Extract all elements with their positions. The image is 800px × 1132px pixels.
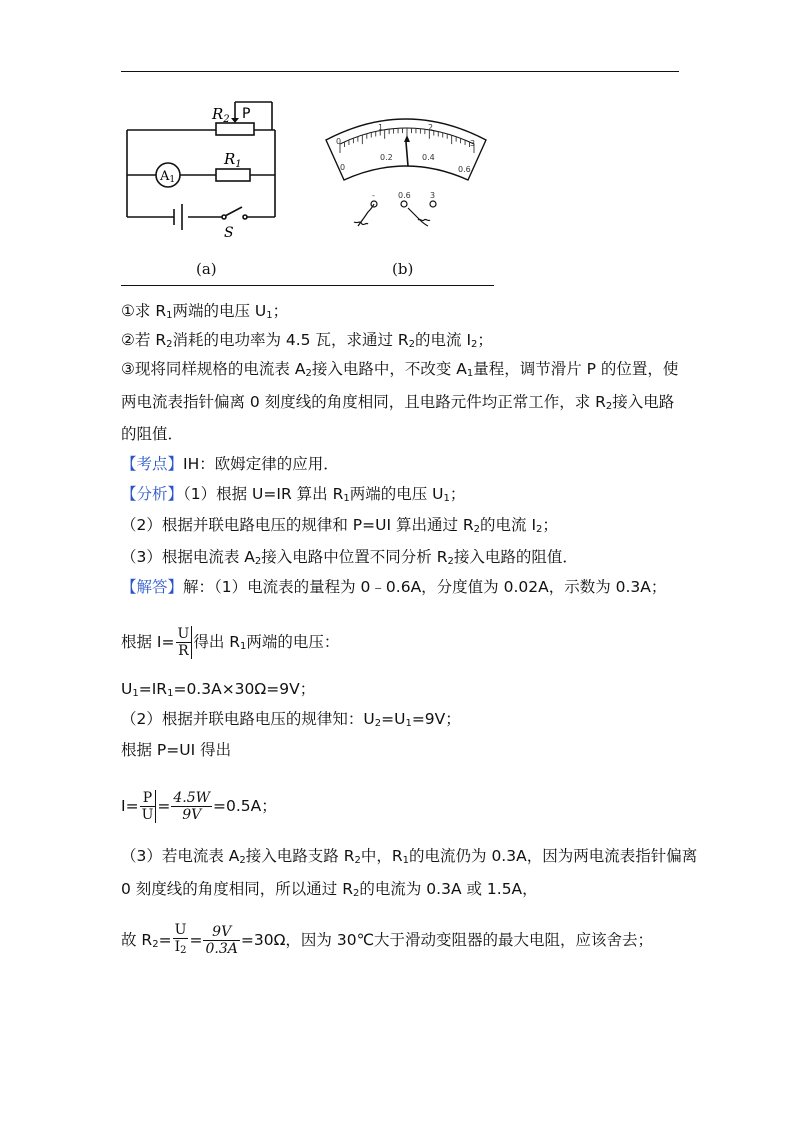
jieda-line-4: （2）根据并联电路电压的规律知：$U_2=U_1=9V$； <box>121 710 461 729</box>
ammeter-label: A1 <box>160 169 176 185</box>
jieda-line-3: $U_1=IR_1=0.3A\times 30\Omega=9V$； <box>121 680 316 699</box>
fenxi-line-3: （3）根据电流表 $A_2$接入电路中位置不同分析 $R_2$接入电路的阻值． <box>121 548 578 567</box>
bottom-scale-3: 0.6 <box>458 165 471 174</box>
terminal-3: 3 <box>430 191 436 200</box>
top-rule <box>121 71 679 72</box>
question-1: ①求 $R_1$两端的电压 $U_1$； <box>121 302 289 321</box>
kaodian: 【考点】IH：欧姆定律的应用． <box>121 455 339 473</box>
r2-label: $R_2$ <box>212 105 230 125</box>
jieda-line-7: （3）若电流表 $A_2$接入电路支路 $R_2$中，$R_1$的电流仍为 0.3A，因为两电流表指针偏离 <box>121 847 698 866</box>
top-scale-2: 2 <box>428 123 434 132</box>
question-3-line-1: ③现将同样规格的电流表 $A_2$接入电路中，不改变 $A_1$量程，调节滑片 P 的位置，使 <box>121 360 679 379</box>
bottom-scale-2: 0.4 <box>422 153 435 162</box>
fenxi-line-2: （2）根据并联电路电压的规律和 P=UI 算出通过 $R_2$的电流 $I_2$； <box>121 516 558 535</box>
ammeter-dial <box>318 100 498 250</box>
jieda-line-6: I= $\frac{P}{U}$ = $\frac{4.5W}{9V}$ =0.5A； <box>121 790 277 823</box>
p-label: P <box>242 106 251 122</box>
jieda-tag: 【解答】 <box>121 578 184 596</box>
fenxi-line-1: 【分析】（1）根据 U=IR 算出 $R_1$两端的电压 $U_1$； <box>121 485 466 504</box>
question-3-line-3: 的阻值． <box>121 425 184 443</box>
jieda-line-5: 根据 P=UI 得出 <box>121 741 232 759</box>
fraction-9v-over-0-3a: $\frac{9V}{0.3A}$ <box>205 924 238 957</box>
figure-rule <box>121 285 494 286</box>
figure-b-label: (b) <box>392 260 414 278</box>
bottom-scale-1: 0.2 <box>380 153 393 162</box>
fraction-u-over-r: $\frac{U}{R}$ <box>176 626 193 659</box>
r1-label: $R_1$ <box>224 150 242 170</box>
fenxi-tag: 【分析】 <box>121 485 184 503</box>
fraction-u-over-i2: $\frac{U}{I_2}$ <box>174 922 187 956</box>
jieda-line-9: 故 $R_2=$ $\frac{U}{I_2}$ = $\frac{9V}{0.3A}$ =30Ω，因为 30℃大于滑动变阻器的最大电阻，应该舍去； <box>121 922 653 957</box>
jieda-line-2: 根据 I= $\frac{U}{R}$ 得出 $R_1$两端的电压： <box>121 626 340 659</box>
question-2: ②若 $R_2$消耗的电功率为 4.5 瓦，求通过 $R_2$的电流 $I_2$； <box>121 331 493 350</box>
switch-label: S <box>224 225 234 241</box>
kaodian-tag: 【考点】 <box>121 455 184 473</box>
figure-a-label: (a) <box>196 260 217 278</box>
top-scale-0: 0 <box>336 137 342 146</box>
bottom-scale-0: 0 <box>340 163 346 172</box>
fraction-4-5w-over-9v: $\frac{4.5W}{9V}$ <box>173 790 211 823</box>
jieda-line-1: 【解答】解：（1）电流表的量程为 0﹣0.6A，分度值为 0.02A，示数为 0.3A； <box>121 578 667 596</box>
terminal-minus: - <box>372 191 375 200</box>
jieda-line-8: 0 刻度线的角度相同，所以通过 $R_2$的电流为 0.3A 或 1.5A， <box>121 880 538 899</box>
terminal-0-6: 0.6 <box>398 191 411 200</box>
circuit-diagram <box>118 92 303 242</box>
fraction-p-over-u: $\frac{P}{U}$ <box>140 790 157 823</box>
question-3-line-2: 两电流表指针偏离 0 刻度线的角度相同，且电路元件均正常工作，求 $R_2$接入电路 <box>121 393 675 412</box>
top-scale-3: 3 <box>470 139 476 148</box>
top-scale-1: 1 <box>378 123 384 132</box>
